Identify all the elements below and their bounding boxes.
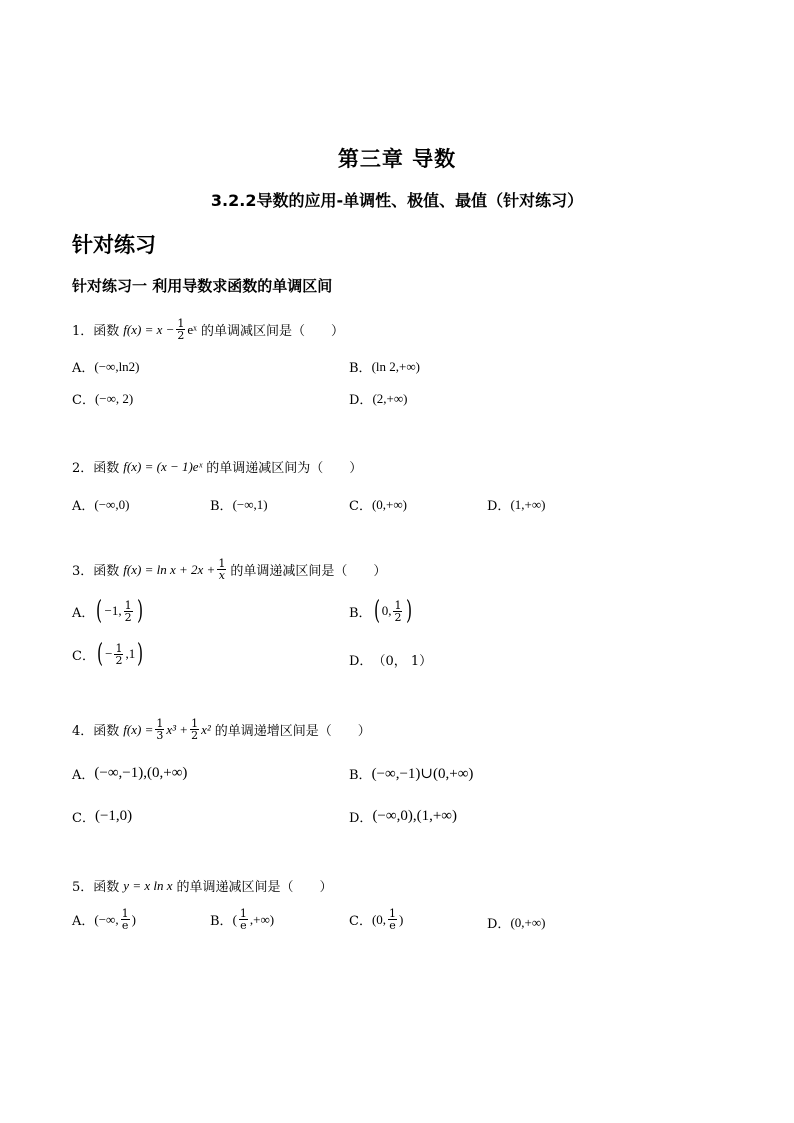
fraction-numerator: 1 xyxy=(394,598,402,612)
question-3 xyxy=(72,558,386,581)
option-c[interactable] xyxy=(72,807,132,826)
fraction-denominator: e xyxy=(121,919,129,932)
option-d[interactable] xyxy=(349,389,407,408)
option-value: − xyxy=(105,646,113,661)
function-expression: f(x) = ln x + 2x + xyxy=(123,561,216,577)
option-value: (1,+∞) xyxy=(510,496,546,512)
function-term: x² xyxy=(201,721,211,737)
option-value: (2,+∞) xyxy=(372,390,408,406)
left-paren: ( xyxy=(96,596,103,626)
option-value: (−1,0) xyxy=(94,808,133,824)
question-text: 的单调递减区间是（ ） xyxy=(230,564,387,579)
question-text: 的单调递减区间是（ ） xyxy=(176,880,333,895)
option-b[interactable] xyxy=(349,598,415,624)
fraction-denominator: 2 xyxy=(124,610,132,624)
option-value: (−∞,0) xyxy=(94,496,130,512)
option-value-tail: ,1 xyxy=(125,646,136,661)
option-value: (0,+∞) xyxy=(371,496,407,512)
function-expression: y = x ln x xyxy=(123,877,173,893)
option-a[interactable] xyxy=(72,764,187,783)
option-value: (−∞, 2) xyxy=(94,390,134,406)
question-5 xyxy=(72,876,333,895)
right-paren: ) xyxy=(406,596,413,626)
fraction-numerator: 1 xyxy=(156,717,164,730)
option-label: C． xyxy=(349,499,372,514)
fraction-denominator: 2 xyxy=(191,729,199,742)
question-number: 5． xyxy=(72,880,94,895)
option-c[interactable] xyxy=(72,389,133,408)
function-term: x³ + xyxy=(166,721,189,737)
option-b[interactable] xyxy=(349,357,420,376)
fraction xyxy=(190,718,199,741)
option-label: A． xyxy=(72,914,95,929)
option-label: B． xyxy=(210,499,233,514)
option-a[interactable] xyxy=(72,495,129,514)
question-number: 4． xyxy=(72,724,94,739)
option-value: （0， 1） xyxy=(372,654,433,669)
option-value: (0,+∞) xyxy=(510,914,546,930)
option-value: (−∞,ln2) xyxy=(94,358,140,374)
fraction xyxy=(124,600,133,623)
fraction-numerator: 1 xyxy=(218,557,226,570)
option-value: (−∞,1) xyxy=(232,496,268,512)
right-paren: ) xyxy=(137,639,144,669)
question-prefix: 函数 xyxy=(93,724,120,739)
option-value: (0, xyxy=(371,911,387,927)
fraction xyxy=(393,600,402,623)
page-subtitle: 3.2.2导数的应用-单调性、极值、最值（针对练习） xyxy=(210,191,584,210)
fraction xyxy=(114,643,123,666)
fraction-denominator: e xyxy=(389,919,396,932)
fraction-numerator: 1 xyxy=(124,598,132,612)
fraction-denominator: 2 xyxy=(177,329,185,342)
section-heading: 针对练习 xyxy=(72,233,156,257)
option-label: C． xyxy=(72,648,95,664)
question-prefix: 函数 xyxy=(93,461,120,476)
question-number: 1． xyxy=(72,324,94,339)
fraction-numerator: 1 xyxy=(177,317,185,330)
option-label: B． xyxy=(210,914,233,929)
option-c[interactable] xyxy=(349,495,407,514)
option-a[interactable] xyxy=(72,598,145,624)
option-label: B． xyxy=(349,768,372,783)
fraction xyxy=(176,318,185,341)
fraction xyxy=(239,908,248,931)
option-d[interactable] xyxy=(349,650,432,669)
function-expression: f(x) = x − xyxy=(123,321,175,337)
option-d[interactable] xyxy=(487,495,545,514)
fraction xyxy=(388,908,397,931)
option-label: D． xyxy=(349,654,373,669)
option-b[interactable] xyxy=(349,764,473,783)
question-text: 的单调递减区间为（ ） xyxy=(206,461,363,476)
page-title: 第三章 导数 xyxy=(337,147,457,171)
option-value: ( xyxy=(232,911,237,927)
option-label: B． xyxy=(349,361,372,376)
question-number: 2． xyxy=(72,461,94,476)
option-label: D． xyxy=(487,917,511,932)
option-a[interactable] xyxy=(72,908,136,931)
option-value-tail: ) xyxy=(399,911,404,927)
option-label: D． xyxy=(349,811,373,826)
option-label: C． xyxy=(72,393,95,408)
option-label: D． xyxy=(349,393,373,408)
fraction-denominator: x xyxy=(218,569,225,582)
option-label: A． xyxy=(72,605,95,621)
left-paren: ( xyxy=(373,596,380,626)
subsection-heading: 针对练习一 利用导数求函数的单调区间 xyxy=(72,277,333,295)
fraction-denominator: 2 xyxy=(394,610,402,624)
option-c[interactable] xyxy=(72,641,145,667)
option-value: (−∞,0),(1,+∞) xyxy=(372,808,457,824)
right-paren: ) xyxy=(136,596,143,626)
option-c[interactable] xyxy=(349,908,403,931)
option-value: (−∞, xyxy=(94,911,119,927)
fraction xyxy=(155,718,164,741)
function-tail: eˣ xyxy=(187,321,197,337)
option-b[interactable] xyxy=(210,908,274,931)
option-value: (ln 2,+∞) xyxy=(371,358,420,374)
fraction-numerator: 1 xyxy=(239,907,247,920)
option-value-tail: ) xyxy=(131,911,136,927)
option-label: C． xyxy=(349,914,372,929)
fraction-numerator: 1 xyxy=(389,907,397,920)
option-label: A． xyxy=(72,768,95,783)
fraction xyxy=(121,908,130,931)
question-4 xyxy=(72,718,371,741)
option-label: C． xyxy=(72,811,95,826)
fraction-denominator: e xyxy=(240,919,247,932)
option-value-tail: ,+∞) xyxy=(249,911,275,927)
question-prefix: 函数 xyxy=(93,880,120,895)
question-prefix: 函数 xyxy=(93,324,120,339)
option-label: D． xyxy=(487,499,511,514)
option-b[interactable] xyxy=(210,495,268,514)
function-expression: f(x) = xyxy=(123,721,154,737)
question-1 xyxy=(72,318,344,341)
option-label: B． xyxy=(349,605,372,621)
option-value: (−∞,−1),(0,+∞) xyxy=(94,765,188,781)
question-prefix: 函数 xyxy=(93,564,120,579)
left-paren: ( xyxy=(96,639,104,669)
fraction-numerator: 1 xyxy=(121,907,129,920)
question-number: 3． xyxy=(72,564,94,579)
fraction-denominator: 2 xyxy=(115,653,123,667)
fraction xyxy=(217,558,226,581)
fraction-denominator: 3 xyxy=(156,729,164,742)
question-text: 的单调减区间是（ ） xyxy=(200,324,344,339)
option-value: (−∞,−1)∪(0,+∞) xyxy=(371,766,474,782)
option-value: 0, xyxy=(381,603,392,618)
option-value: −1, xyxy=(104,603,122,618)
option-label: A． xyxy=(72,499,95,514)
question-2 xyxy=(72,457,362,476)
option-a[interactable] xyxy=(72,357,140,376)
question-text: 的单调递增区间是（ ） xyxy=(214,724,371,739)
option-d[interactable] xyxy=(487,913,545,932)
function-expression: f(x) = (x − 1)eˣ xyxy=(123,458,203,474)
fraction-numerator: 1 xyxy=(191,717,199,730)
option-label: A． xyxy=(72,361,95,376)
option-d[interactable] xyxy=(349,807,457,826)
fraction-numerator: 1 xyxy=(115,641,123,655)
